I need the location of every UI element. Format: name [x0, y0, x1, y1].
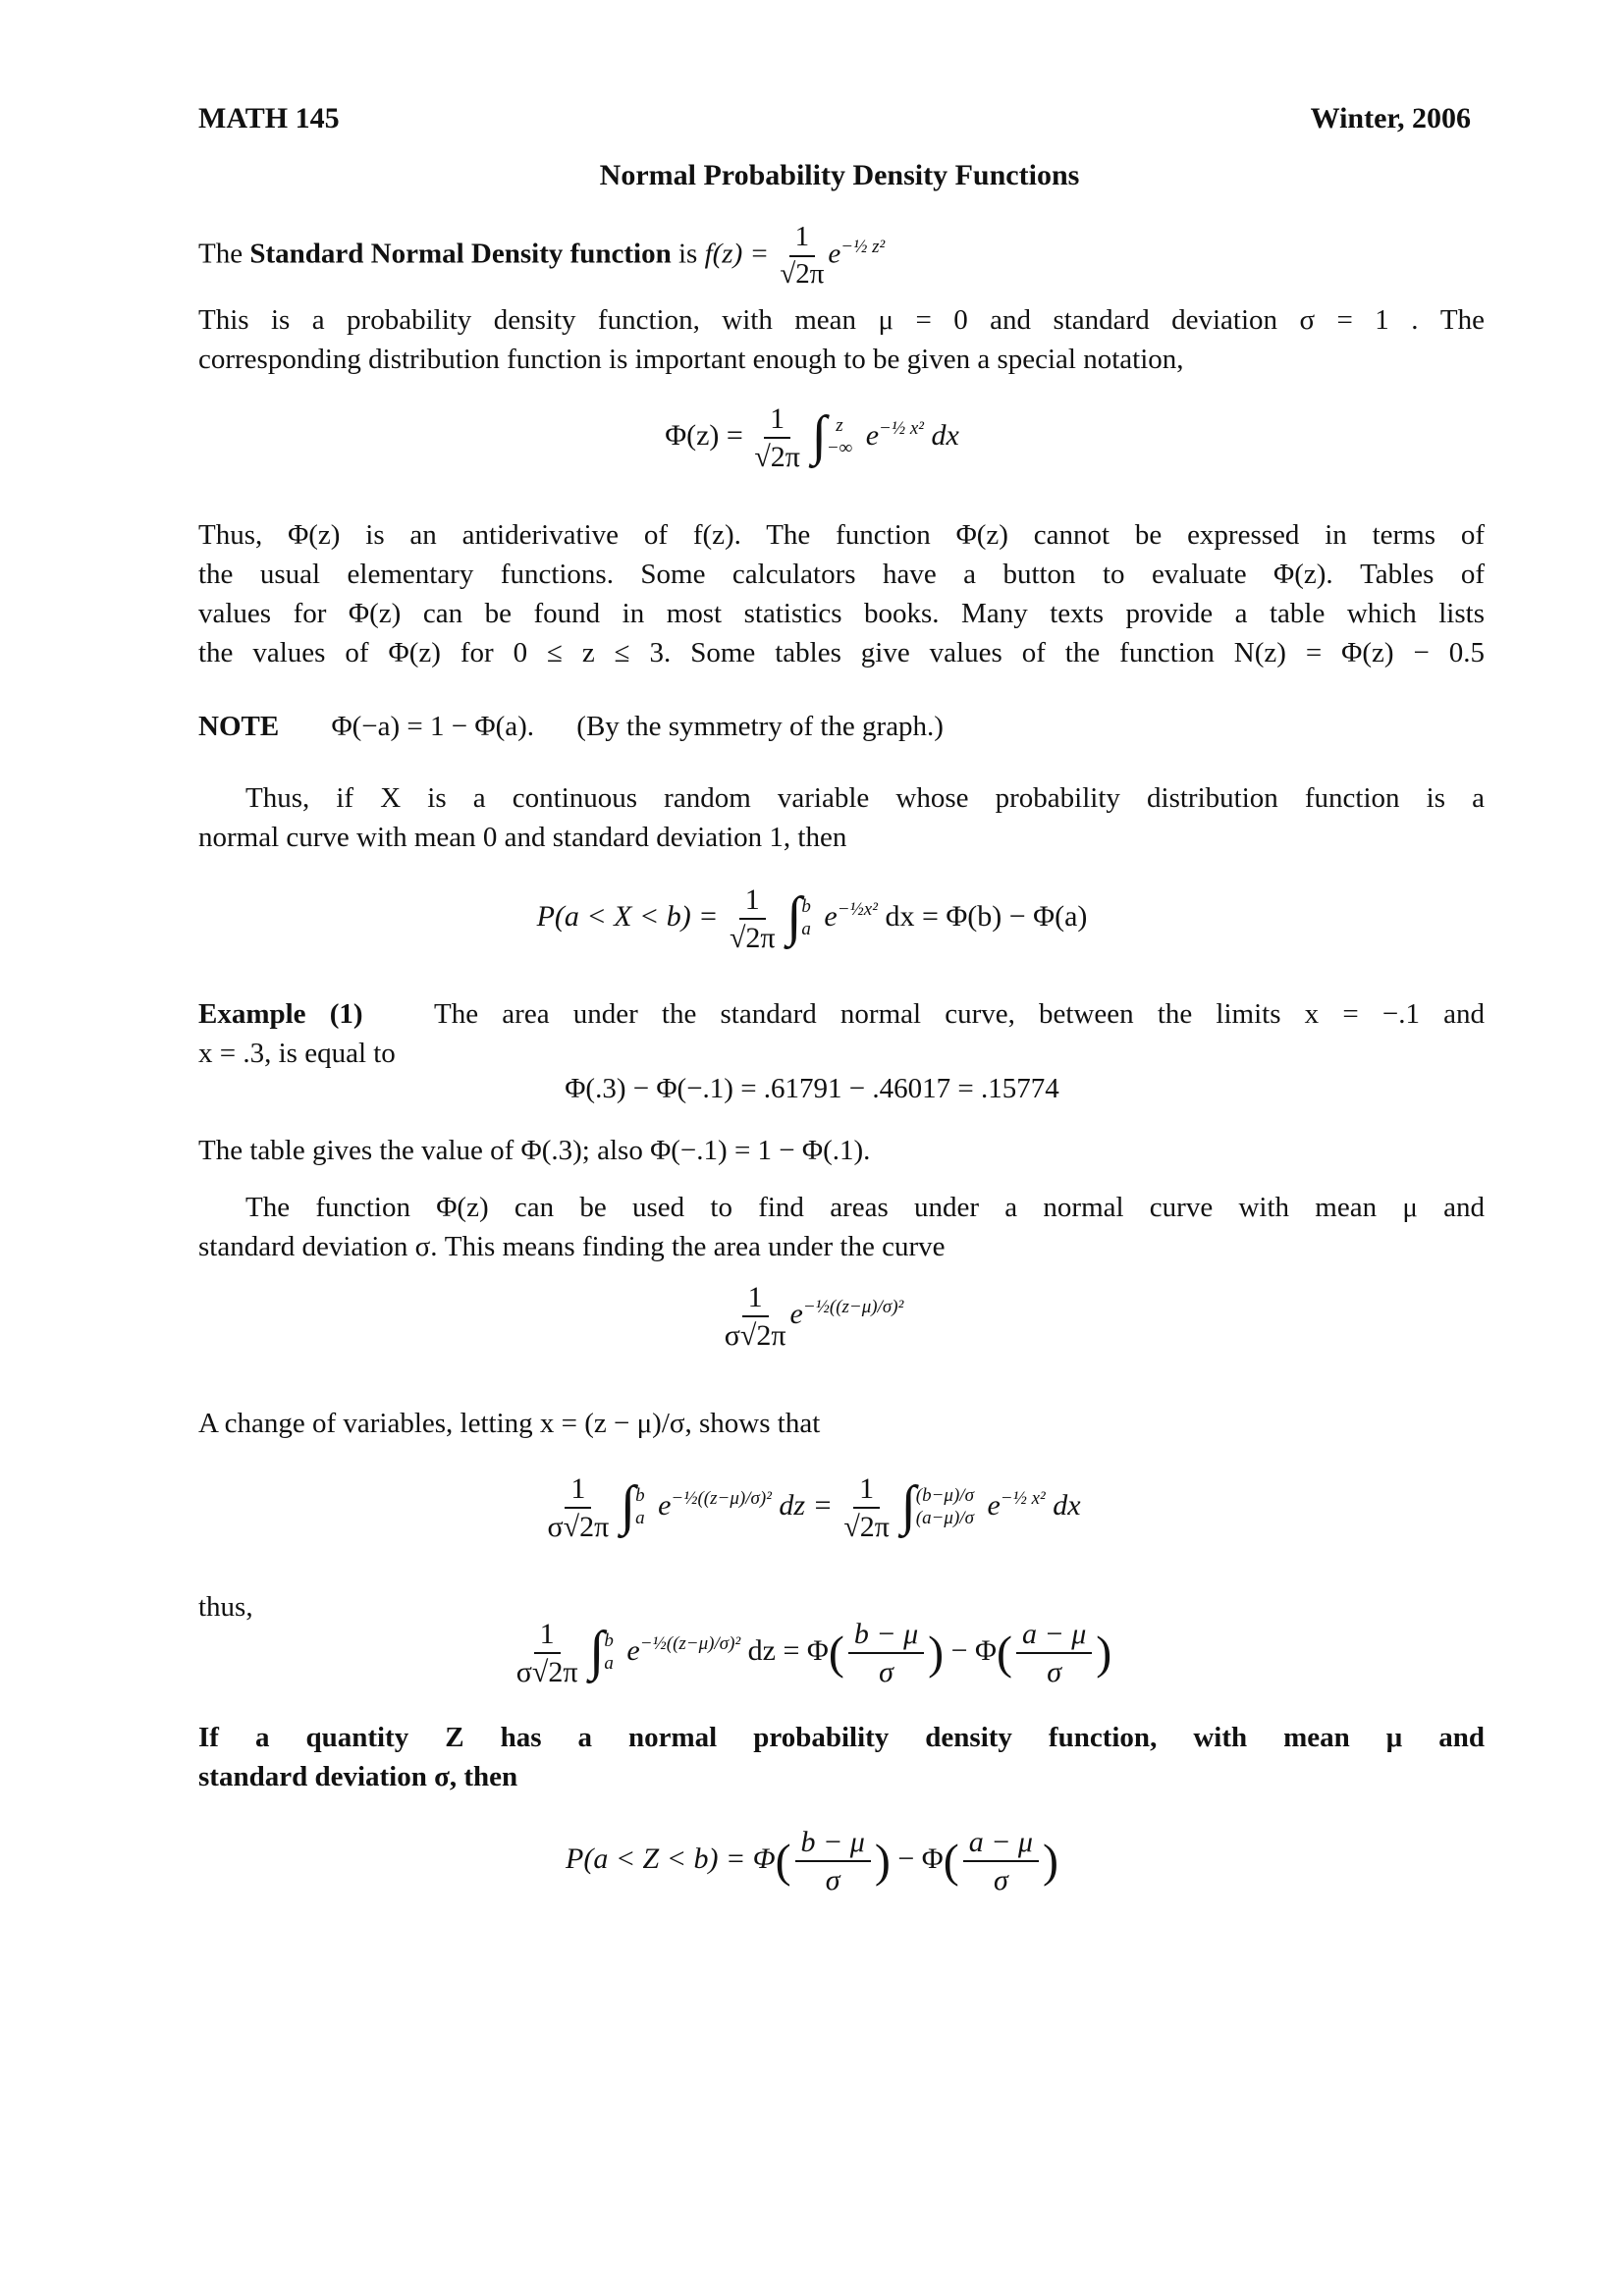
- page-title: Normal Probability Density Functions: [599, 159, 1080, 191]
- note-label: NOTE: [198, 711, 280, 742]
- conclusion-line1: If a quantity Z has a normal probability density function, with mean μ and: [198, 1722, 1485, 1753]
- para2-line1: Thus, Φ(z) is an antiderivative of f(z). The function Φ(z) cannot be expressed in terms of: [198, 519, 1485, 551]
- example-label: Example (1): [198, 998, 363, 1030]
- intro-fraction: $\frac{1}{√2\pi}$: [780, 221, 825, 290]
- para4-line1: The function Φ(z) can be used to find areas under a normal curve with mean μ and: [245, 1192, 1485, 1223]
- para3-line2: normal curve with mean 0 and standard deviation 1, then: [198, 822, 847, 853]
- example-note: The table gives the value of Φ(.3); also Φ(−.1) = 1 − Φ(.1).: [198, 1135, 871, 1166]
- note-line: NOTE Φ(−a) = 1 − Φ(a). (By the symmetry of the graph.): [198, 711, 944, 742]
- equation-final: P(a < Z < b) = Φ( $\frac{b - \mu}{\sigma}$ ) − Φ( $\frac{a - \mu}{\sigma}$ ): [566, 1826, 1058, 1896]
- integral-sign: ∫: [589, 1621, 605, 1682]
- equation-curve: $\frac{1}{\sigma√2\pi}$ $e^{-\frac{1}{2}((z-\mu)/\sigma)^2}$: [724, 1281, 904, 1352]
- equation-phi: Φ(z) = $\frac{1}{√2\pi}$ ∫ z −∞ $e^{-\frac{1}{2} x^2}$ dx: [665, 402, 959, 473]
- thus-label: thus,: [198, 1591, 253, 1623]
- conclusion-line2: standard deviation σ, then: [198, 1761, 518, 1792]
- example-line1: Example (1) The area under the standard normal curve, between the limits x = −.1 and: [198, 998, 1485, 1030]
- course-label: MATH 145: [198, 102, 340, 134]
- term-label: Winter, 2006: [1310, 102, 1471, 134]
- integral-sign: ∫: [811, 405, 827, 466]
- equation-probability: P(a < X < b) = $\frac{1}{√2\pi}$ ∫ b a $e^{-\frac{1}{2}x^2}$ dx = Φ(b) − Φ(a): [536, 883, 1088, 954]
- example-line2: x = .3, is equal to: [198, 1038, 396, 1069]
- integral-sign: ∫: [620, 1475, 636, 1536]
- para4-line2: standard deviation σ. This means finding the area under the curve: [198, 1231, 946, 1262]
- para5-line1: A change of variables, letting x = (z − μ)/σ, shows that: [198, 1408, 821, 1439]
- integral-sign: ∫: [900, 1475, 916, 1536]
- para1-line2: corresponding distribution function is important enough to be given a special notation,: [198, 344, 1184, 375]
- integral-sign: ∫: [786, 886, 802, 947]
- para2-line4: the values of Φ(z) for 0 ≤ z ≤ 3. Some tables give values of the function N(z) = Φ(z) − 0.5: [198, 637, 1485, 668]
- term-standard-normal: Standard Normal Density function: [249, 238, 672, 270]
- example-equation: Φ(.3) − Φ(−.1) = .61791 − .46017 = .15774: [565, 1073, 1059, 1104]
- equation-change-of-variables: $\frac{1}{\sigma√2\pi}$ ∫ b a $e^{-\frac{1}{2}((z-\mu)/\sigma)^2}$ dz = $\frac{1}{√2\pi}$ ∫ (b−μ)/σ (a−μ)/σ $e^{-\frac{1}{2} x^2}$ dx: [547, 1472, 1081, 1543]
- equation-thus: $\frac{1}{\sigma√2\pi}$ ∫ b a $e^{-\frac{1}{2}((z-\mu)/\sigma)^2}$ dz = Φ( $\frac{b - \mu}{\sigma}$ ) − Φ( $\frac{a - \mu}{\sigma}$ ): [515, 1618, 1112, 1688]
- intro-line: The Standard Normal Density function is f(z) = $\frac{1}{√2\pi}$ $e^{-\frac{1}{2} z^2}$: [198, 221, 886, 290]
- para3-line1: Thus, if X is a continuous random variable whose probability distribution function is a: [245, 782, 1485, 814]
- para2-line3: values for Φ(z) can be found in most statistics books. Many texts provide a table which lists: [198, 598, 1485, 629]
- para2-line2: the usual elementary functions. Some calculators have a button to evaluate Φ(z). Tables of: [198, 559, 1485, 590]
- para1-line1: This is a probability density function, with mean μ = 0 and standard deviation σ = 1 . The: [198, 304, 1485, 336]
